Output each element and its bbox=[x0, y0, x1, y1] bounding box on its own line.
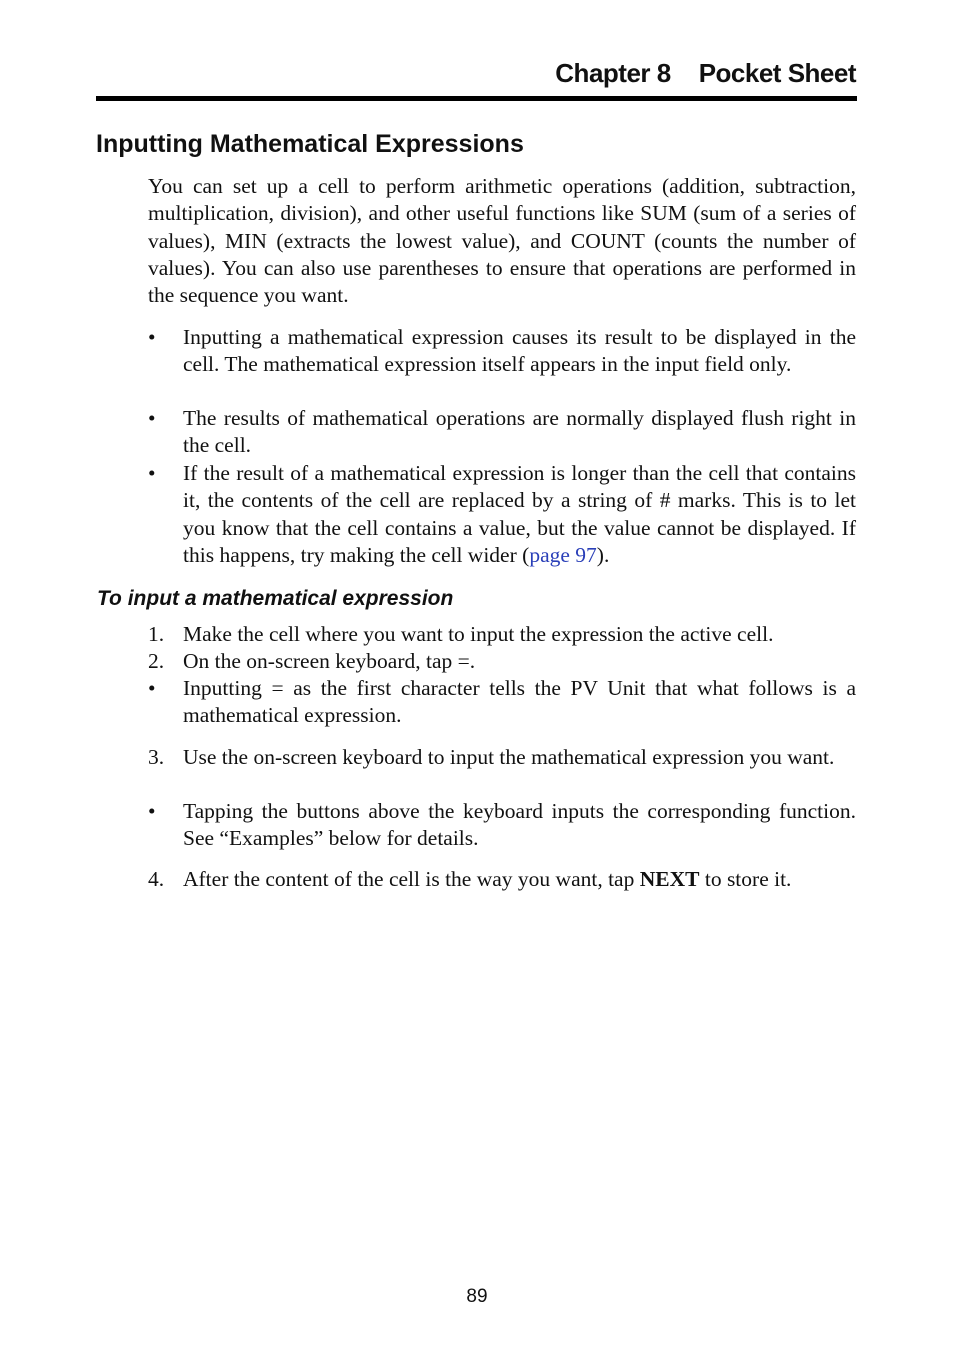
bullet-marker: • bbox=[148, 406, 156, 430]
header-rule bbox=[96, 96, 857, 101]
bullet-marker: • bbox=[148, 325, 156, 349]
step-marker: 2. bbox=[148, 649, 165, 673]
note-marker: • bbox=[148, 676, 156, 700]
step-2-note: Inputting = as the first character tells the PV Unit that what follows is a mathematical expression. bbox=[183, 676, 856, 728]
chapter-number: Chapter 8 bbox=[555, 58, 671, 88]
bullet-marker: • bbox=[148, 461, 156, 485]
page-number: 89 bbox=[466, 1286, 488, 1307]
chapter-header bbox=[96, 58, 856, 89]
bullet-item-1: Inputting a mathematical expression causes its result to be displayed in the cell. The mathematical expression itself appears in the input field only. bbox=[183, 325, 856, 377]
intro-paragraph: You can set up a cell to perform arithmetic operations (addition, subtraction, multiplication, division), and other useful functions like SUM (sum of a series of values), MIN (extracts the lowest value), and COUNT (counts the number of values). You can also use parentheses to ensure that operations are performed in the sequence you want. bbox=[148, 174, 856, 308]
next-keyword: NEXT bbox=[639, 867, 700, 891]
bullet-item-2: The results of mathematical operations are normally displayed flush right in the cell. bbox=[183, 406, 856, 458]
page-97-link[interactable]: page 97 bbox=[529, 542, 597, 567]
bullet-item-3-tail: ). bbox=[596, 542, 610, 567]
step-marker: 1. bbox=[148, 622, 165, 646]
step-2-text: On the on-screen keyboard, tap =. bbox=[183, 649, 476, 673]
step-4-tail: to store it. bbox=[699, 867, 792, 891]
step-4-text bbox=[183, 866, 856, 893]
section-heading: Inputting Mathematical Expressions bbox=[96, 130, 524, 158]
step-3-text: Use the on-screen keyboard to input the mathematical expression you want. bbox=[183, 745, 835, 769]
note-marker: • bbox=[148, 799, 156, 823]
chapter-title: Pocket Sheet bbox=[698, 58, 856, 88]
step-marker: 4. bbox=[148, 867, 165, 891]
step-3-note: Tapping the buttons above the keyboard inputs the corresponding function. See “Examples” below for details. bbox=[183, 799, 856, 851]
step-1-text: Make the cell where you want to input the expression the active cell. bbox=[183, 622, 774, 646]
step-marker: 3. bbox=[148, 745, 165, 769]
step-4-lead: After the content of the cell is the way you want, tap bbox=[183, 867, 640, 891]
bullet-item-3-text: If the result of a mathematical expression is longer than the cell that contains it, the contents of the cell are replaced by a string of # marks. This is to let you know that the cell contains a value, but the value cannot be displayed. If this happens, try making the cell wider ( bbox=[183, 461, 856, 567]
procedure-heading: To input a mathematical expression bbox=[97, 587, 454, 610]
bullet-item-3 bbox=[183, 460, 856, 569]
